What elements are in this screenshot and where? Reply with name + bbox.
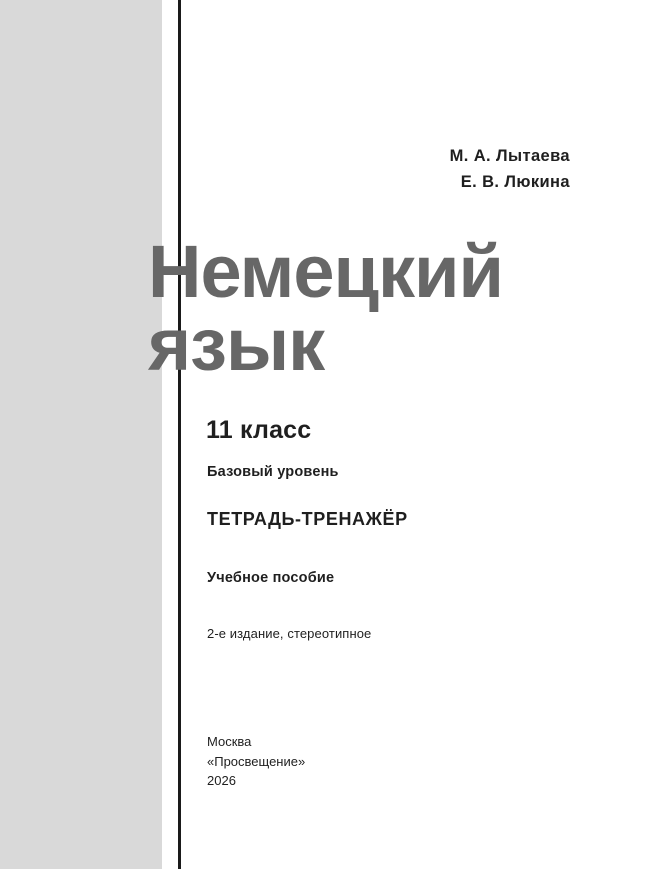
left-grey-band bbox=[0, 0, 162, 869]
imprint-city: Москва bbox=[207, 734, 252, 749]
manual-type-label: Учебное пособие bbox=[207, 570, 335, 586]
book-title bbox=[148, 230, 618, 387]
grade-label: 11 класс bbox=[206, 416, 312, 444]
level-label: Базовый уровень bbox=[207, 464, 339, 480]
imprint-publisher: «Просвещение» bbox=[207, 753, 306, 769]
author-first: М. А. Лытаева bbox=[449, 147, 570, 165]
edition-note: 2-е издание, стереотипное bbox=[207, 626, 372, 641]
vertical-divider-rule bbox=[178, 0, 181, 869]
author-second: Е. В. Люкина bbox=[460, 172, 570, 191]
authors-block bbox=[450, 144, 570, 195]
imprint-block bbox=[207, 732, 305, 791]
imprint-year: 2026 bbox=[207, 773, 236, 788]
book-title-line-2: язык bbox=[148, 303, 325, 387]
edition-kind-label: ТЕТРАДЬ-ТРЕНАЖЁР bbox=[207, 509, 408, 529]
book-title-line-1: Немецкий bbox=[148, 230, 504, 313]
